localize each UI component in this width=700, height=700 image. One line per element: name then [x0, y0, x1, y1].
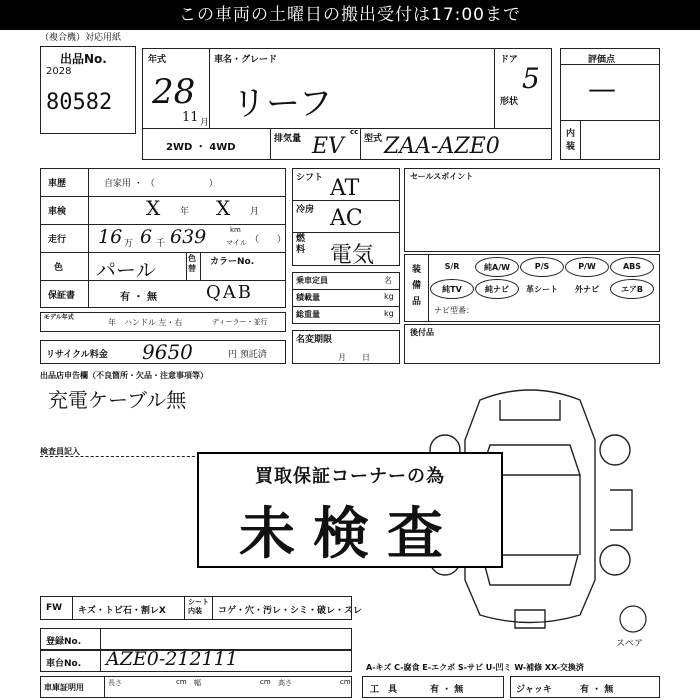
equip-pw: P/W [578, 262, 596, 271]
banner: この車両の土曜日の搬出受付は17:00まで [0, 0, 700, 30]
weight-unit: kg [384, 309, 394, 318]
capacity-label: 乗車定員 [296, 276, 328, 285]
inspection-year: X [146, 196, 161, 220]
grade-label: 評価点 [588, 55, 616, 65]
warranty-options: 有 ・ 無 [120, 292, 157, 303]
stamp-sub: 買取保証コーナーの為 [255, 466, 445, 487]
equip-abs-circle [610, 257, 654, 277]
equip-ps: P/S [534, 262, 550, 271]
chassis-label: 車台No. [46, 659, 82, 669]
weight-label: 総重量 [296, 310, 320, 319]
year-month-unit: 月 [200, 118, 210, 128]
model-year-unit: 年 [108, 318, 116, 327]
color-change-label: 色替 [188, 254, 196, 273]
mileage-label: 走行 [48, 235, 67, 245]
mileage-unit-km: km [230, 226, 241, 234]
tools-label: 工 具 [370, 685, 398, 695]
cert-col5: 高さ [278, 679, 292, 687]
equip-abs: ABS [622, 262, 642, 271]
shape-label: 形状 [500, 97, 519, 107]
seller-notes-label: 出品店申告欄（不良箇所・欠品・注意事項等） [40, 371, 208, 380]
displacement-unit: cc [350, 128, 359, 136]
stamp-main: 未検査 [239, 502, 461, 567]
registration-label: 登録No. [46, 637, 82, 647]
nav-model-label: ナビ型番： [434, 306, 474, 315]
equip-pw-circle [565, 257, 609, 277]
jack-options: 有 ・ 無 [580, 685, 614, 695]
fw-seat-label: シート内装 [188, 598, 209, 615]
color-no-value: QAB [206, 282, 253, 303]
equip-alloy-wheel-circle [475, 257, 519, 277]
fuel-value: 電気 [330, 243, 375, 268]
mileage-rest: 639 [170, 226, 207, 248]
chassis-value: AZE0-212111 [106, 648, 238, 670]
jack-label: ジャッキ [516, 685, 552, 695]
model-label: 型式 [364, 134, 383, 144]
equip-ext-nav: 外ナビ [575, 285, 599, 294]
displacement-label: 排気量 [274, 134, 302, 144]
drive-label: 2WD ・ 4WD [166, 142, 236, 153]
year-value: 28 [152, 72, 196, 112]
spare-label: スペア [616, 639, 644, 649]
equip-nav: 純ナビ [485, 285, 509, 294]
handle-options: ハンドル 左・右 [124, 318, 183, 327]
year-label: 年式 [148, 55, 167, 65]
mileage-sen: 6 [140, 226, 153, 248]
inspection-month-unit: 月 [250, 207, 260, 217]
lot-number: 80582 [46, 90, 113, 115]
equip-nav-circle [475, 279, 519, 299]
shift-label: シフト [296, 173, 324, 183]
sales-point-label: セールスポイント [410, 172, 474, 181]
car-name-value: リーフ [232, 84, 333, 124]
cert-col3: 幅 [194, 679, 201, 687]
cert-col2: cm [176, 678, 187, 686]
cert-col4: cm [260, 678, 271, 686]
color-no-label: カラーNo. [210, 257, 255, 267]
equip-alloy-wheel: 純A/W [484, 263, 510, 272]
inspector-label: 検査員記入 [40, 447, 80, 456]
tools-options: 有 ・ 無 [430, 685, 464, 695]
equip-ps-circle [520, 257, 564, 277]
model-value: ZAA-AZE0 [384, 134, 500, 159]
model-year-label: モデル年式 [44, 314, 74, 321]
aftermarket-box [404, 324, 660, 364]
grade-value: — [588, 72, 616, 105]
aftermarket-label: 後付品 [410, 328, 434, 337]
mileage-man-unit: 万 [124, 239, 134, 249]
mileage-man: 16 [98, 226, 123, 248]
lot-label: 出品No. [60, 52, 107, 66]
mileage-unit-mile: マイル [226, 239, 247, 247]
inspection-label: 車検 [48, 207, 67, 217]
inspection-year-unit: 年 [180, 207, 190, 217]
color-label: 色 [54, 263, 64, 273]
fw-seat-text: コゲ・穴・汚レ・シミ・破レ・スレ [218, 606, 363, 616]
aircon-label: 冷房 [296, 205, 315, 215]
aircon-value: AC [330, 206, 363, 231]
shift-value: AT [330, 176, 360, 201]
reg-deadline-label: 名変期限 [296, 335, 333, 345]
car-name-label: 車名・グレード [214, 55, 278, 65]
recycle-label: リサイクル料金 [46, 350, 108, 360]
mileage-paren: （ ） [250, 235, 287, 245]
uninspected-stamp [197, 452, 503, 568]
dealer-options: ディーラー・並行 [212, 318, 268, 326]
displacement-value: EV [312, 134, 344, 159]
cert-label: 車庫証明用 [44, 683, 84, 692]
mileage-sen-unit: 千 [156, 239, 166, 249]
recycle-unit: 円 預託済 [228, 350, 267, 360]
registration-row [40, 628, 352, 650]
equip-tv: 純TV [442, 285, 462, 294]
load-unit: kg [384, 292, 394, 301]
equipment-label: 装備品 [412, 265, 422, 307]
fuel-label: 燃料 [296, 234, 306, 255]
warranty-label: 保証書 [48, 291, 76, 301]
door-label: ドア [500, 55, 518, 65]
damage-legend: A-キズ C-腐食 E-エクボ S-サビ U-凹ミ W-補修 XX-交換済 [366, 663, 584, 672]
lot-code: 2028 [46, 66, 72, 77]
history-label: 車歴 [48, 179, 67, 189]
equip-airbag-circle [610, 279, 654, 299]
fw-label: FW [46, 603, 63, 613]
fw-text: キズ・トビ石・割レX [78, 606, 166, 616]
seller-notes-value: 充電ケーブル無 [48, 388, 187, 412]
door-value: 5 [522, 62, 540, 95]
recycle-value: 9650 [142, 340, 193, 364]
capacity-unit: 名 [384, 276, 392, 285]
load-label: 積載量 [296, 293, 320, 302]
org-label: （複合機）対応用紙 [40, 33, 122, 43]
history-options: 自家用 ・ （ ） [104, 179, 218, 189]
equip-sr: S/R [444, 262, 460, 271]
equip-airbag: エアB [620, 285, 644, 294]
color-value: パール [96, 258, 156, 282]
inspection-month: X [216, 196, 231, 220]
reg-deadline-unit: 月 日 [338, 353, 370, 362]
cert-col6: cm [340, 678, 351, 686]
year-month: 11 [182, 110, 199, 125]
spare-tire-icon [618, 604, 648, 634]
equip-tv-circle [430, 279, 474, 299]
equip-leather: 革シート [526, 285, 558, 294]
interior-label: 内装 [566, 129, 576, 152]
cert-col1: 長さ [108, 679, 122, 687]
